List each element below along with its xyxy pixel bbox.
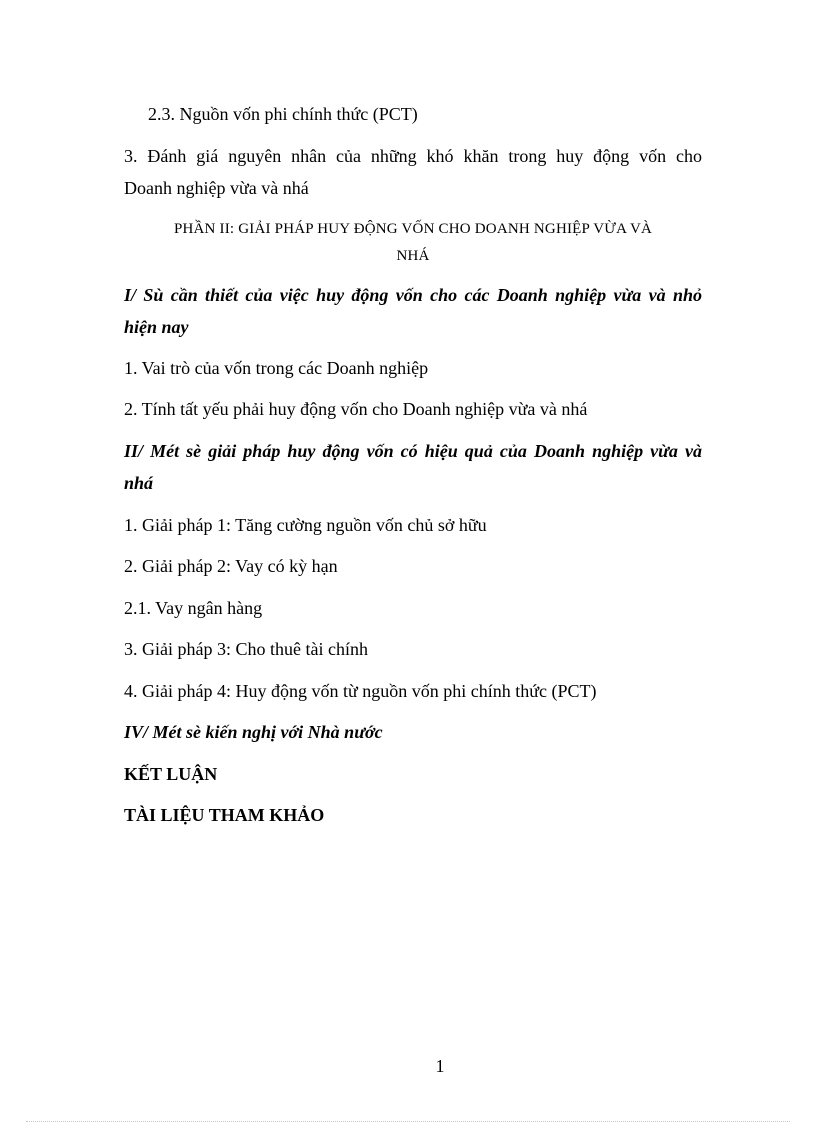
- toc-item-solution-2: 2. Giải pháp 2: Vay có kỳ hạn: [124, 556, 338, 576]
- section-2-heading-line2: nhá: [124, 473, 154, 493]
- toc-item-solution-1: 1. Giải pháp 1: Tăng cường nguồn vốn chủ sở hữu: [124, 515, 487, 535]
- conclusion-heading: KẾT LUẬN: [124, 764, 218, 784]
- part-2-heading-line1: PHẦN II: GIẢI PHÁP HUY ĐỘNG VỐN CHO DOANH NGHIỆP VỪA VÀ: [173, 221, 653, 237]
- section-1-heading-line1: I/ Sù cần thiết của việc huy động vốn cho các Doanh nghiệp vừa và nhỏ: [124, 285, 702, 305]
- toc-item-1-2: 2. Tính tất yếu phải huy động vốn cho Doanh nghiệp vừa và nhá: [124, 399, 588, 419]
- toc-item-solution-3: 3. Giải pháp 3: Cho thuê tài chính: [124, 639, 368, 659]
- toc-item-3-line2: Doanh nghiệp vừa và nhá: [124, 178, 309, 198]
- part-2-heading-line2: NHÁ: [396, 248, 430, 264]
- section-4-heading: IV/ Mét sè kiến nghị với Nhà nước: [124, 722, 383, 742]
- references-heading: TÀI LIỆU THAM KHẢO: [124, 805, 325, 825]
- toc-item-solution-4: 4. Giải pháp 4: Huy động vốn từ nguồn vốn phi chính thức (PCT): [124, 681, 597, 701]
- page-number: 1: [435, 1056, 445, 1076]
- section-2-heading-line1: II/ Mét sè giải pháp huy động vốn có hiệu quả của Doanh nghiệp vừa và: [124, 441, 702, 461]
- toc-item-2-3: 2.3. Nguồn vốn phi chính thức (PCT): [148, 104, 418, 124]
- section-1-heading-line2: hiện nay: [124, 317, 189, 337]
- toc-item-1-1: 1. Vai trò của vốn trong các Doanh nghiệp: [124, 358, 429, 378]
- page-bottom-border: [26, 1121, 790, 1122]
- toc-item-solution-2-1: 2.1. Vay ngân hàng: [124, 598, 263, 618]
- toc-item-3-line1: 3. Đánh giá nguyên nhân của những khó khăn trong huy động vốn cho: [124, 146, 702, 166]
